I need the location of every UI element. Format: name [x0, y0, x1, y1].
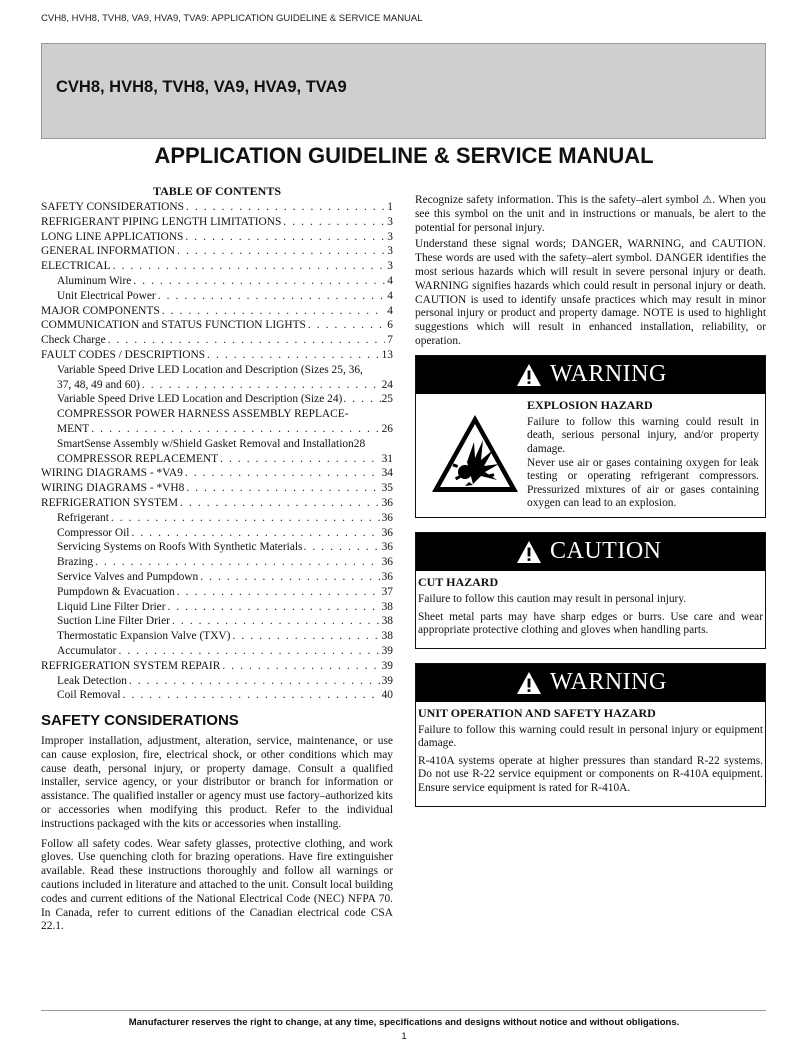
alert-triangle-icon	[516, 540, 542, 564]
toc-item[interactable]	[41, 259, 393, 274]
footer-disclaimer: Manufacturer reserves the right to change, at any time, specifications and designs without notice and without obligations.	[128, 1017, 680, 1028]
toc-item-page: 3	[387, 215, 393, 228]
toc-item-page: 24	[381, 378, 393, 391]
toc-item-page: 1	[387, 201, 393, 213]
signal-word: WARNING	[550, 361, 667, 388]
toc-item[interactable]	[41, 274, 393, 289]
toc-item-text: Variable Speed Drive LED Location and Description (Sizes 25, 36,	[57, 363, 363, 376]
toc-item-text: Suction Line Filter Drier	[57, 615, 170, 628]
caution-header	[416, 533, 765, 571]
toc-item-text: SmartSense Assembly w/Shield Gasket Removal and Installation	[57, 437, 354, 450]
model-banner	[41, 43, 766, 139]
toc-item-page: 38	[381, 600, 393, 613]
running-header: CVH8, HVH8, TVH8, VA9, HVA9, TVA9: APPLICATION GUIDELINE & SERVICE MANUAL	[41, 13, 423, 24]
toc-item-page: 37	[381, 585, 393, 598]
toc-item-text: WIRING DIAGRAMS - *VH8	[41, 482, 185, 495]
toc-item[interactable]	[41, 644, 393, 659]
toc-item-page: 3	[387, 260, 393, 273]
toc-item-page: 36	[381, 541, 393, 554]
toc-item-text: Coil Removal	[57, 689, 121, 702]
toc-item[interactable]	[41, 600, 393, 615]
table-of-contents	[41, 200, 393, 703]
toc-item[interactable]	[41, 555, 393, 570]
toc-item-text: Refrigerant	[57, 511, 109, 524]
toc-item[interactable]	[41, 614, 393, 629]
toc-item-page: 3	[387, 230, 393, 243]
toc-item-text: REFRIGERATION SYSTEM REPAIR	[41, 659, 221, 672]
toc-item[interactable]	[41, 526, 393, 541]
toc-item-page: 4	[387, 304, 393, 317]
toc-item-page: 36	[381, 511, 393, 524]
toc-item-text: Variable Speed Drive LED Location and Description (Size 24)	[57, 393, 343, 406]
toc-item-text: Pumpdown & Evacuation	[57, 585, 175, 598]
alert-triangle-icon	[516, 363, 542, 387]
toc-item-text: WIRING DIAGRAMS - *VA9	[41, 467, 183, 480]
right-column	[415, 194, 766, 807]
caution-body	[416, 571, 765, 648]
toc-item-page: 6	[387, 319, 393, 332]
toc-item[interactable]	[41, 348, 393, 363]
toc-item-text: Accumulator	[57, 644, 117, 657]
toc-item-page: 25	[381, 393, 393, 406]
toc-item-text: Aluminum Wire	[57, 274, 132, 287]
warning-body	[416, 394, 765, 517]
toc-item-page: 36	[381, 526, 393, 539]
toc-item-text: REFRIGERATION SYSTEM	[41, 496, 179, 509]
toc-item-text: FAULT CODES / DESCRIPTIONS	[41, 348, 206, 361]
toc-item-page: 26	[381, 422, 393, 435]
toc-item[interactable]	[41, 496, 393, 511]
alert-triangle-icon	[516, 671, 542, 695]
toc-item-page: 4	[387, 289, 393, 302]
toc-item[interactable]	[41, 540, 393, 555]
warning-box-explosion	[415, 355, 766, 518]
model-list: CVH8, HVH8, TVH8, VA9, HVA9, TVA9	[56, 78, 347, 96]
toc-item-page: 31	[381, 452, 393, 465]
toc-item[interactable]	[41, 318, 393, 333]
toc-item[interactable]	[41, 304, 393, 319]
toc-item-text: Check Charge	[41, 334, 106, 347]
signal-word: WARNING	[550, 669, 667, 696]
hazard-text: Sheet metal parts may have sharp edges or burrs. Use care and wear appropriate protective clothing and gloves when handling parts.	[418, 610, 763, 637]
toc-item[interactable]	[41, 481, 393, 496]
toc-item-text: COMMUNICATION and STATUS FUNCTION LIGHTS	[41, 319, 306, 332]
page-title: APPLICATION GUIDELINE & SERVICE MANUAL	[154, 143, 654, 168]
safety-paragraph: Improper installation, adjustment, alteration, service, maintenance, or use can cause explosion, fire, electrical shock, or other conditions which may cause death, personal injury, or property damage. Consult a qualified installer, service agency, or your distributor or branch for information or assistance. The qualified installer or agency must use factory–authorized kits or accessories when modifying this product. Refer to the individual instructions packaged with the kits or accessories when installing.	[41, 735, 393, 830]
toc-title: TABLE OF CONTENTS	[152, 184, 282, 198]
toc-item[interactable]	[41, 452, 393, 467]
left-column	[41, 184, 393, 940]
toc-item[interactable]	[41, 466, 393, 481]
section-heading-safety: SAFETY CONSIDERATIONS	[41, 712, 239, 730]
caution-box-cut	[415, 532, 766, 649]
toc-item-text: LONG LINE APPLICATIONS	[41, 230, 184, 243]
toc-item-text: COMPRESSOR REPLACEMENT	[57, 452, 219, 465]
toc-item-page: 38	[381, 630, 393, 643]
toc-item-text: GENERAL INFORMATION	[41, 245, 176, 258]
toc-item[interactable]	[41, 674, 393, 689]
hazard-title: UNIT OPERATION AND SAFETY HAZARD	[418, 705, 656, 720]
safety-alert-icon: ⚠	[702, 194, 713, 206]
warning-body	[416, 702, 765, 806]
toc-item-page: 35	[381, 482, 393, 495]
safety-info-text: Recognize safety information. This is the safety–alert symbol	[415, 194, 699, 206]
toc-item[interactable]	[41, 363, 393, 378]
toc-item-page: 40	[381, 689, 393, 702]
toc-item[interactable]	[41, 585, 393, 600]
toc-item[interactable]	[41, 570, 393, 585]
toc-item-text: 37, 48, 49 and 60)	[57, 378, 140, 391]
toc-item-page: 38	[381, 615, 393, 628]
toc-item-page: 3	[387, 245, 393, 258]
toc-item-page: 36	[381, 570, 393, 583]
safety-paragraph: Follow all safety codes. Wear safety glasses, protective clothing, and work gloves. Use quenching cloth for brazing operations. Have fire extinguisher available. Read these instructions thoroughly and follow all warnings or cautions included in literature and attached to the unit. Consult local building codes and current editions of the National Electrical Code (NEC) NFPA 70. In Canada, refer to current editions of the Canadian electrical code CSA 22.1.	[41, 837, 393, 933]
toc-item-text: Liquid Line Filter Drier	[57, 600, 166, 613]
toc-item-text: Service Valves and Pumpdown	[57, 570, 199, 583]
toc-item[interactable]	[41, 333, 393, 348]
footer-divider	[41, 1010, 766, 1011]
toc-item-text: COMPRESSOR POWER HARNESS ASSEMBLY REPLACE-	[57, 408, 349, 421]
toc-item[interactable]	[41, 200, 393, 215]
warning-header	[416, 664, 765, 702]
toc-item-page: 39	[381, 659, 393, 672]
toc-item-page: 28	[353, 437, 366, 450]
toc-item[interactable]	[41, 511, 393, 526]
toc-item-text: Thermostatic Expansion Valve (TXV)	[57, 630, 231, 643]
toc-item-page: 39	[381, 644, 393, 657]
toc-item-page: 4	[387, 274, 393, 287]
toc-item[interactable]	[41, 230, 393, 245]
hazard-text: R-410A systems operate at higher pressures than standard R-22 systems. Do not use R-22 service equipment or components on R-410A equipment. Ensure service equipment is rated for R-410A.	[418, 754, 763, 795]
hazard-title: CUT HAZARD	[418, 574, 499, 589]
toc-item-text: MENT	[57, 422, 90, 435]
safety-info-paragraph	[415, 194, 766, 235]
toc-item-continuation[interactable]	[41, 378, 393, 393]
toc-item-text: SAFETY CONSIDERATIONS	[41, 201, 184, 213]
toc-item-page: 34	[381, 467, 393, 480]
warning-header	[416, 356, 765, 394]
page-number: 1	[401, 1031, 407, 1042]
toc-item-text: Leak Detection	[57, 674, 127, 687]
toc-item-page: 13	[381, 348, 393, 361]
toc-item[interactable]	[41, 659, 393, 674]
hazard-text: Never use air or gases containing oxygen for leak testing or operating refrigerant compressors. Pressurized mixtures of air or gases containing oxygen can lead to an explosion.	[527, 456, 759, 510]
toc-item[interactable]	[41, 629, 393, 644]
toc-item-page: 7	[387, 334, 393, 347]
toc-item[interactable]	[41, 392, 393, 407]
toc-item-page: 36	[381, 556, 393, 569]
toc-item-text: Compressor Oil	[57, 526, 130, 539]
toc-item[interactable]	[41, 437, 393, 452]
explosion-hazard-icon	[422, 398, 527, 511]
toc-item[interactable]	[41, 688, 393, 703]
hazard-title: EXPLOSION HAZARD	[527, 397, 653, 412]
signal-words-paragraph: Understand these signal words; DANGER, WARNING, and CAUTION. These words are used with the safety–alert symbol. DANGER identifies the most serious hazards which will result in severe personal injury or death. WARNING signifies hazards which could result in personal injury or death. CAUTION is used to identify unsafe practices which may result in minor personal injury or product and property damage. NOTE is used to highlight suggestions which will result in enhanced installation, reliability, or operation.	[415, 238, 766, 347]
toc-item[interactable]	[41, 244, 393, 259]
hazard-text: Failure to follow this warning could result in death, serious personal injury, and/or property damage.	[527, 415, 759, 455]
hazard-text: Failure to follow this warning could result in personal injury or equipment damage.	[418, 723, 763, 750]
toc-item-text: MAJOR COMPONENTS	[41, 304, 160, 317]
signal-word: CAUTION	[550, 538, 662, 565]
safety-info-text: . When you see this symbol on the unit and in instructions or manuals, be alert to the potential for personal injury.	[415, 194, 766, 234]
toc-item[interactable]	[41, 289, 393, 304]
toc-item-continuation[interactable]	[41, 422, 393, 437]
toc-item-text: Servicing Systems on Roofs With Synthetic Materials	[57, 541, 303, 554]
warning-box-unit-operation	[415, 663, 766, 807]
toc-item[interactable]	[41, 215, 393, 230]
toc-item-page: 39	[381, 674, 393, 687]
toc-item-text: Unit Electrical Power	[57, 289, 156, 302]
toc-item[interactable]	[41, 407, 393, 422]
toc-item-page: 36	[381, 496, 393, 509]
toc-item-text: ELECTRICAL	[41, 260, 111, 273]
toc-item-text: Brazing	[57, 556, 94, 569]
toc-item-text: REFRIGERANT PIPING LENGTH LIMITATIONS	[41, 215, 282, 228]
hazard-text: Failure to follow this caution may result in personal injury.	[418, 592, 687, 605]
